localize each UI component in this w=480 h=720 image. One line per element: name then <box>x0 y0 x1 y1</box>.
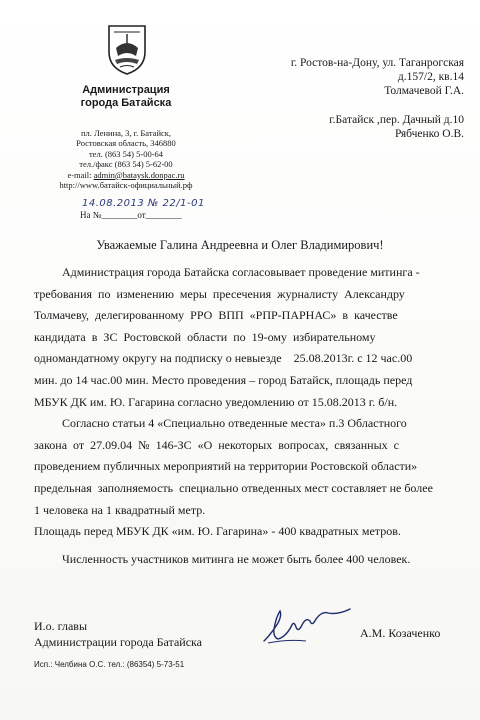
recipient1-address-cont: д.157/2, кв.14 <box>397 71 464 84</box>
phone-line: тел. (863 54) 5-00-64 <box>88 148 164 159</box>
paragraph-line: предельная заполняемость специально отведенных мест составляет не более <box>34 480 433 495</box>
paragraph-line: Толмачеву, делегированному РРО ВПП «РПР-ПАРНАС» в качестве <box>34 308 398 323</box>
recipient2-name: Рябченко О.В. <box>394 127 464 140</box>
paragraph-line: мин. до 14 час.00 мин. Место проведения – город Батайск, площадь перед <box>34 372 413 387</box>
signatory-name: А.М. Козаченко <box>360 626 441 640</box>
website-link[interactable]: http://www.батайск-официальный.рф <box>59 180 193 191</box>
paragraph-line: МБУК ДК им. Ю. Гагарина согласно уведомлению от 15.08.2013 г. б/н. <box>34 394 398 409</box>
signatory-title-line1: И.о. главы <box>34 619 88 633</box>
registration-number <box>80 198 240 222</box>
paragraph-line: Согласно статьи 4 «Специально отведенные места» п.3 Областного <box>62 416 407 431</box>
registration-handwritten: 14.08.2013 № 22/1-01 <box>82 198 205 209</box>
address-line: пл. Ленина, 3, г. Батайск, <box>80 128 172 138</box>
signatory-title <box>34 618 202 650</box>
paragraph-line: кандидата в ЗС Ростовской области по 19-ому избирательному <box>34 329 376 344</box>
email-line <box>40 170 212 180</box>
paragraph-line: 1 человека на 1 квадратный метр. <box>34 502 206 517</box>
paragraph-line: требования по изменению меры пресечения журналисту Александру <box>34 286 405 301</box>
reference-template: На №________от________ <box>80 210 182 220</box>
paragraph-line: закона от 27.09.04 № 146-ЗС «О некоторых вопросах, связанных с <box>34 437 399 452</box>
email-label: e-mail: <box>67 169 94 180</box>
paragraph-line: проведением публичных мероприятий на территории Ростовской области» <box>34 459 418 474</box>
recipient1-name: Толмачевой Г.А. <box>384 85 464 98</box>
fax-line: тел./факс (863 54) 5-62-00 <box>79 159 173 170</box>
signatory-title-line2: Администрации города Батайска <box>34 635 202 649</box>
organization-name <box>40 84 212 110</box>
paragraph-line: одномандатному округу на подписку о невыезде 25.08.2013г. с 12 час.00 <box>34 351 413 366</box>
org-line1: Администрация <box>82 84 170 96</box>
greeting: Уважаемые Галина Андреевна и Олег Владимирович! <box>96 238 384 252</box>
recipient1-address: г. Ростов-на-Дону, ул. Таганрогская <box>290 57 464 69</box>
coat-of-arms-icon <box>106 22 148 76</box>
paragraph-line: Численность участников митинга не может быть более 400 человек. <box>62 551 411 566</box>
organization-address <box>40 128 212 190</box>
executor-line: Исп.: Челбина О.С. тел.: (86354) 5-73-51 <box>34 660 185 669</box>
paragraph-line: Администрация города Батайска согласовывает проведение митинга - <box>62 265 420 279</box>
recipients-block <box>238 56 464 141</box>
email-link[interactable]: admin@bataysk.donpac.ru <box>93 169 185 180</box>
handwritten-signature-icon <box>258 603 354 647</box>
address-line: Ростовская область, 346880 <box>76 138 176 149</box>
recipient2-address: г.Батайск ,пер. Дачный д.10 <box>329 113 464 126</box>
org-line2: города Батайска <box>80 97 172 109</box>
letter-body <box>34 262 462 570</box>
paragraph-line: Площадь перед МБУК ДК «им. Ю. Гагарина» - 400 квадратных метров. <box>34 524 401 539</box>
